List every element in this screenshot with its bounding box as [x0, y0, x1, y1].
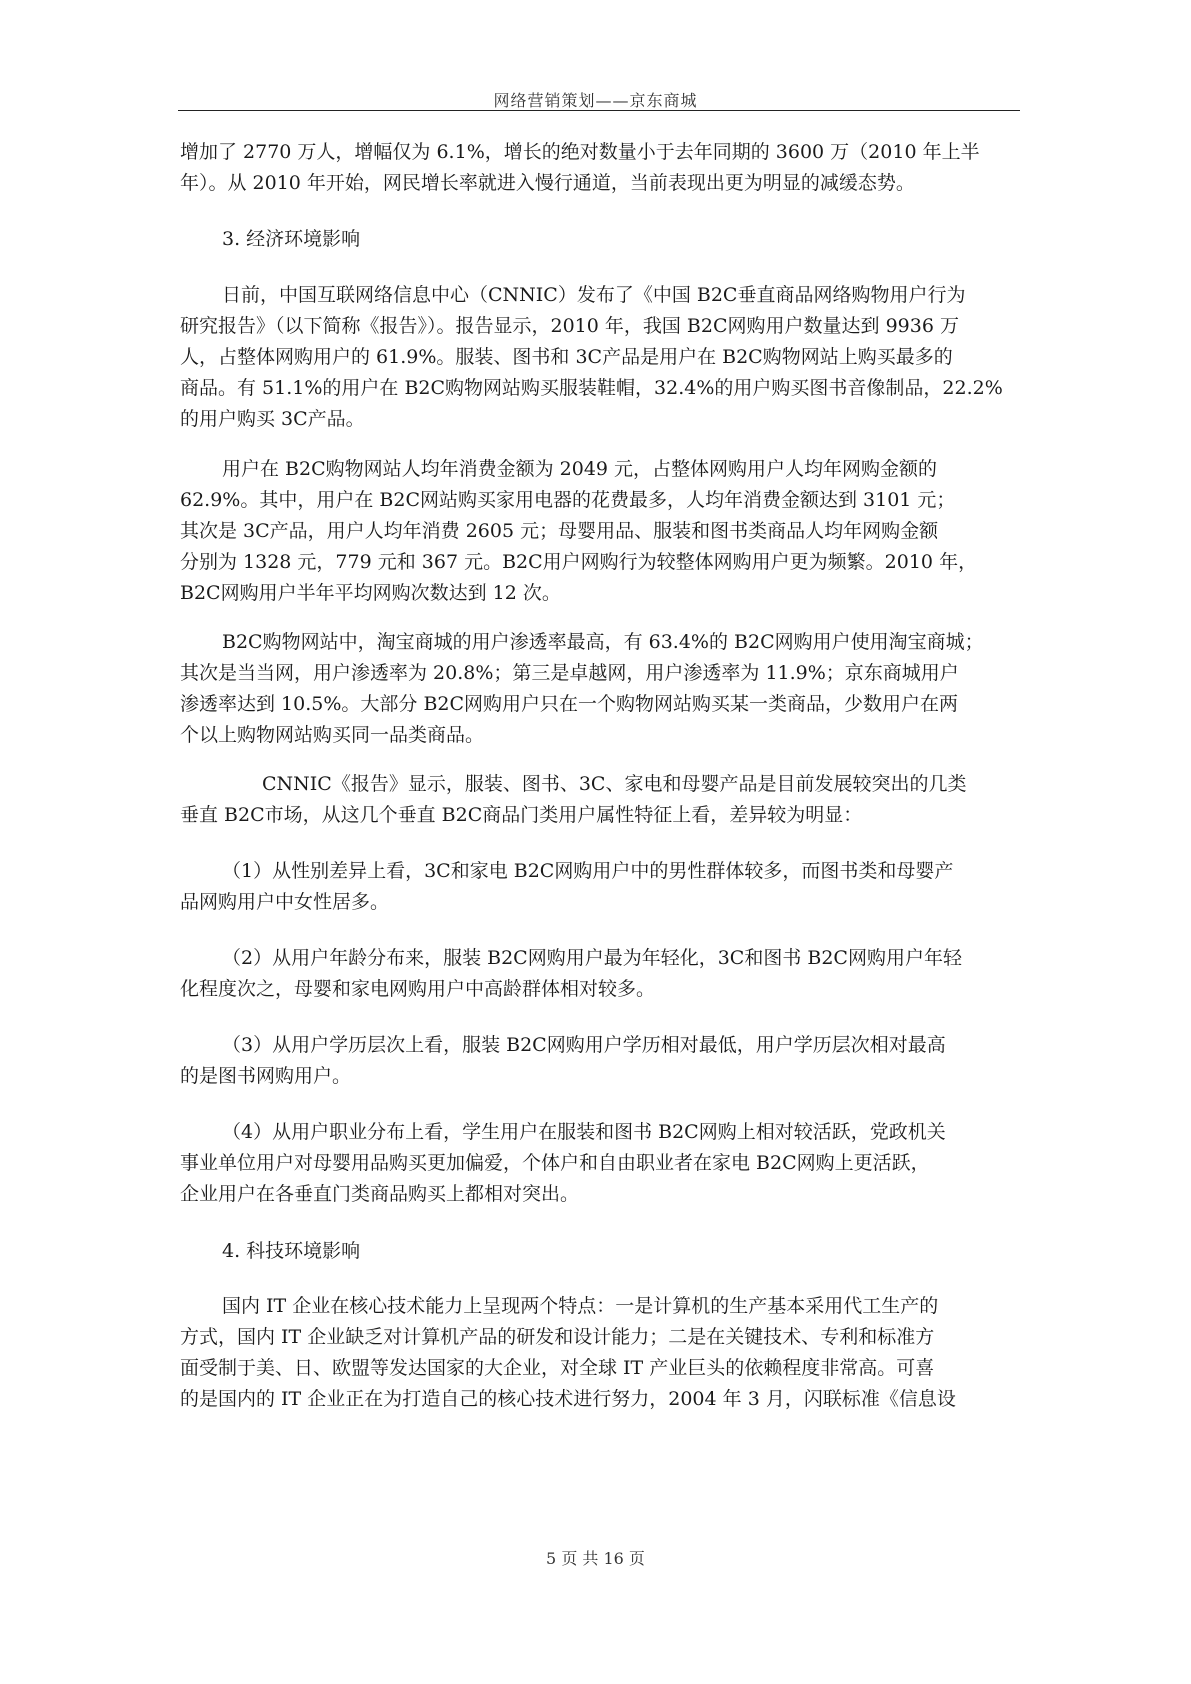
text-line: 渗透率达到 10.5%。大部分 B2C网购用户只在一个购物网站购买某一类商品，少数用户在两 [180, 693, 959, 715]
text-line: 的是图书网购用户。 [180, 1065, 352, 1087]
text-line: 品网购用户中女性居多。 [180, 891, 390, 913]
section-heading: 3. 经济环境影响 [222, 228, 361, 250]
text-line: 人，占整体网购用户的 61.9%。服装、图书和 3C产品是用户在 B2C购物网站上购买最多的 [180, 346, 953, 368]
paragraph-it-industry [180, 1291, 1018, 1415]
section-heading-technology [180, 1236, 1018, 1267]
text-line: 化程度次之，母婴和家电网购用户中高龄群体相对较多。 [180, 978, 656, 1000]
text-line: 方式，国内 IT 企业缺乏对计算机产品的研发和设计能力；二是在关键技术、专利和标准方 [180, 1326, 935, 1348]
text-line: 垂直 B2C市场，从这几个垂直 B2C商品门类用户属性特征上看，差异较为明显： [180, 804, 863, 826]
paragraph-cnnic-report [180, 280, 1018, 435]
text-line: B2C购物网站中，淘宝商城的用户渗透率最高，有 63.4%的 B2C网购用户使用淘宝商城； [222, 631, 984, 653]
text-line: 其次是 3C产品，用户人均年消费 2605 元；母婴用品、服装和图书类商品人均年网购金额 [180, 520, 939, 542]
text-line: 事业单位用户对母婴用品购买更加偏爱，个体户和自由职业者在家电 B2C网购上更活跃， [180, 1152, 930, 1174]
paragraph-item-1 [180, 856, 1018, 918]
text-line: CNNIC《报告》显示，服装、图书、3C、家电和母婴产品是目前发展较突出的几类 [262, 773, 967, 795]
text-line: 国内 IT 企业在核心技术能力上呈现两个特点：一是计算机的生产基本采用代工生产的 [222, 1295, 939, 1317]
paragraph-spending [180, 454, 1018, 609]
paragraph-netizen-growth [180, 137, 1018, 199]
header-divider [178, 110, 1020, 111]
text-line: （4）从用户职业分布上看，学生用户在服装和图书 B2C网购上相对较活跃，党政机关 [222, 1121, 946, 1143]
text-line: 的用户购买 3C产品。 [180, 408, 365, 430]
text-line: 增加了 2770 万人，增幅仅为 6.1%，增长的绝对数量小于去年同期的 3600 万（2010 年上半 [180, 141, 980, 163]
paragraph-penetration [180, 627, 1018, 751]
section-heading: 4. 科技环境影响 [222, 1240, 361, 1262]
text-line: B2C网购用户半年平均网购次数达到 12 次。 [180, 582, 561, 604]
text-line: （3）从用户学历层次上看，服装 B2C网购用户学历相对最低，用户学历层次相对最高 [222, 1034, 946, 1056]
section-heading-economic [180, 224, 1018, 255]
text-line: 其次是当当网，用户渗透率为 20.8%；第三是卓越网，用户渗透率为 11.9%；京东商城用户 [180, 662, 959, 684]
paragraph-item-2 [180, 943, 1018, 1005]
text-line: （2）从用户年龄分布来，服装 B2C网购用户最为年轻化，3C和图书 B2C网购用户年轻 [222, 947, 962, 969]
text-line: 企业用户在各垂直门类商品购买上都相对突出。 [180, 1183, 580, 1205]
paragraph-item-4 [180, 1117, 1018, 1210]
text-line: 62.9%。其中，用户在 B2C网站购买家用电器的花费最多，人均年消费金额达到 3101 元； [180, 489, 956, 511]
text-line: 的是国内的 IT 企业正在为打造自己的核心技术进行努力，2004 年 3 月，闪联标准《信息设 [180, 1388, 956, 1410]
text-line: 分别为 1328 元，779 元和 367 元。B2C用户网购行为较整体网购用户更为频繁。2010 年， [180, 551, 978, 573]
text-line: 研究报告》（以下简称《报告》）。报告显示，2010 年，我国 B2C网购用户数量达到 9936 万 [180, 315, 959, 337]
text-line: 年）。从 2010 年开始，网民增长率就进入慢行通道，当前表现出更为明显的减缓态势。 [180, 172, 915, 194]
page-header-title: 网络营销策划——京东商城 [493, 91, 698, 110]
text-line: 用户在 B2C购物网站人均年消费金额为 2049 元，占整体网购用户人均年网购金额的 [222, 458, 938, 480]
paragraph-vertical-markets [180, 769, 1018, 831]
text-line: 面受制于美、日、欧盟等发达国家的大企业，对全球 IT 产业巨头的依赖程度非常高。可喜 [180, 1357, 935, 1379]
page-footer-number: 5 页 共 16 页 [546, 1549, 645, 1568]
text-line: 个以上购物网站购买同一品类商品。 [180, 724, 485, 746]
text-line: 商品。有 51.1%的用户在 B2C购物网站购买服装鞋帽，32.4%的用户购买图书音像制品，22.2% [180, 377, 1003, 399]
text-line: 日前，中国互联网络信息中心（CNNIC）发布了《中国 B2C垂直商品网络购物用户行为 [222, 284, 966, 306]
paragraph-item-3 [180, 1030, 1018, 1092]
text-line: （1）从性别差异上看，3C和家电 B2C网购用户中的男性群体较多，而图书类和母婴产 [222, 860, 954, 882]
